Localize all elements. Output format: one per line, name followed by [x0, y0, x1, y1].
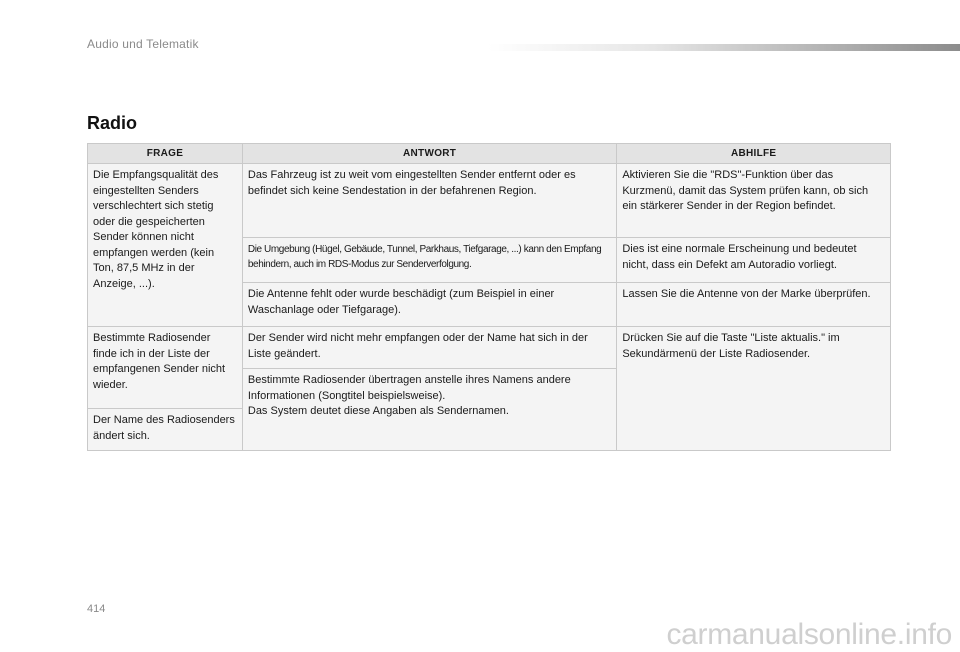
antwort-cell: Die Umgebung (Hügel, Gebäude, Tunnel, Parkhaus, Tiefgarage, ...) kann den Empfang behindern, auch im RDS-Modus zur Senderverfolgung. — [242, 238, 616, 283]
abhilfe-cell: Lassen Sie die Antenne von der Marke überprüfen. — [617, 283, 891, 327]
antwort-cell: Der Sender wird nicht mehr empfangen oder der Name hat sich in der Liste geändert. — [242, 327, 616, 369]
page-number: 414 — [87, 603, 106, 615]
column-header-frage: FRAGE — [88, 144, 243, 164]
abhilfe-cell: Aktivieren Sie die "RDS"-Funktion über das Kurzmenü, damit das System prüfen kann, ob sich ein stärkerer Sender in der Region befindet. — [617, 164, 891, 238]
column-header-abhilfe: ABHILFE — [617, 144, 891, 164]
abhilfe-cell: Drücken Sie auf die Taste "Liste aktualis." im Sekundärmenü der Liste Radiosender. — [617, 327, 891, 451]
column-header-antwort: ANTWORT — [242, 144, 616, 164]
antwort-cell: Die Antenne fehlt oder wurde beschädigt (zum Beispiel in einer Waschanlage oder Tiefgarage). — [242, 283, 616, 327]
antwort-cell — [242, 369, 616, 451]
frage-cell: Der Name des Radiosenders ändert sich. — [88, 409, 243, 451]
page-title: Radio — [87, 113, 138, 133]
table-row — [88, 164, 891, 238]
section-label: Audio und Telematik — [87, 37, 199, 51]
antwort-text-line: Bestimmte Radiosender übertragen anstelle ihres Namens andere Informationen (Songtitel beispielsweise). — [247, 374, 571, 402]
abhilfe-cell: Dies ist eine normale Erscheinung und bedeutet nicht, dass ein Defekt am Autoradio vorliegt. — [617, 238, 891, 283]
watermark-text: carmanualsonline.info — [666, 618, 952, 651]
faq-table — [87, 143, 891, 451]
header-gradient-bar — [488, 44, 960, 51]
antwort-cell: Das Fahrzeug ist zu weit vom eingestellten Sender entfernt oder es befindet sich keine Sendestation in der befahrenen Region. — [242, 164, 616, 238]
frage-cell: Bestimmte Radiosender finde ich in der Liste der empfangenen Sender nicht wieder. — [88, 327, 243, 409]
antwort-text-line: Das System deutet diese Angaben als Sendernamen. — [247, 405, 509, 417]
frage-cell: Die Empfangsqualität des eingestellten Senders verschlechtert sich stetig oder die gespeicherten Sender können nicht empfangen werden (kein Ton, 87,5 MHz in der Anzeige, ...). — [88, 164, 243, 327]
table-header-row — [88, 144, 891, 164]
table-row — [88, 327, 891, 369]
